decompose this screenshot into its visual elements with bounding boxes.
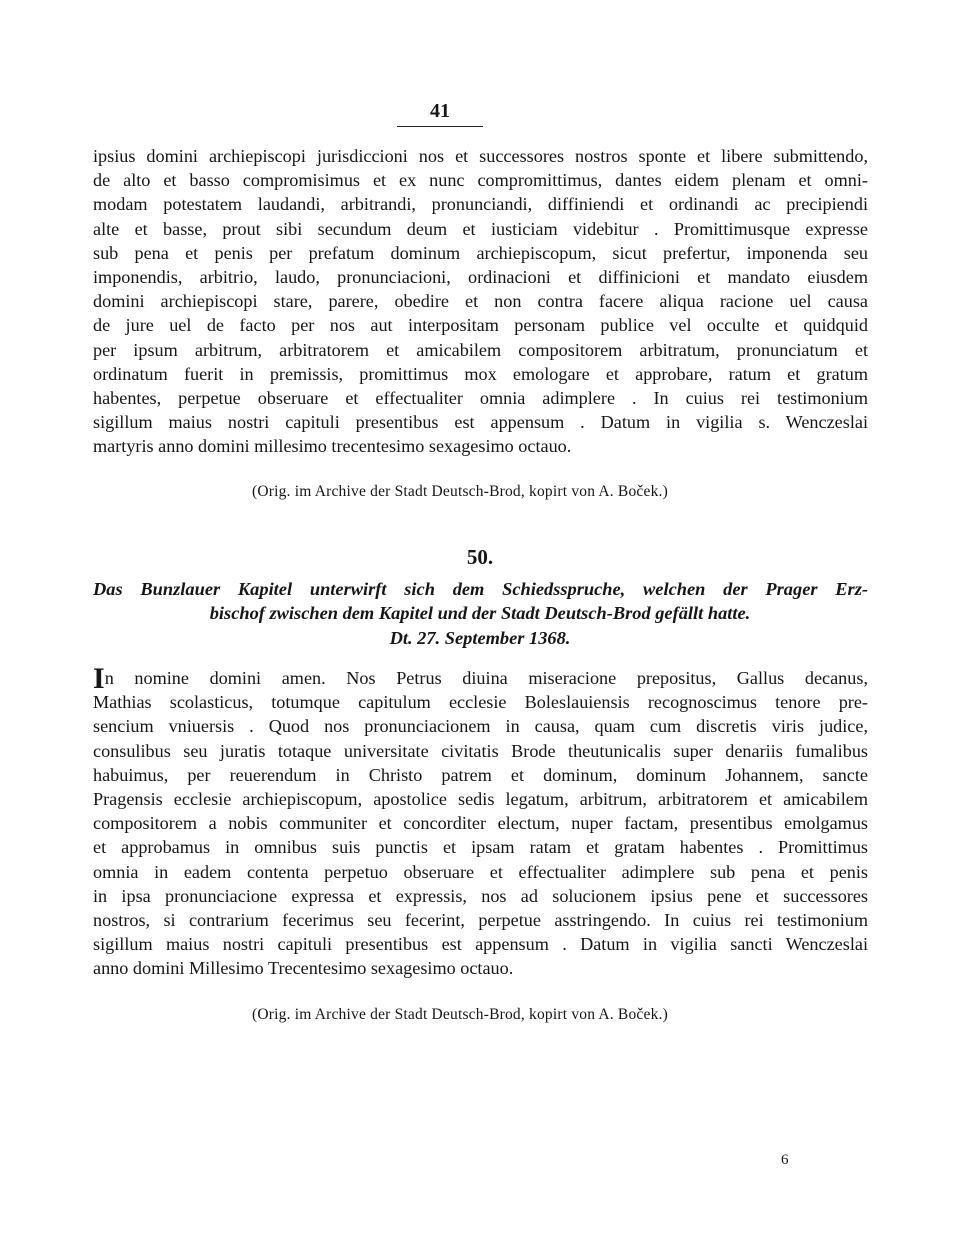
text-line: compositorem a nobis communiter et concorditer electum, nuper factam, presentibus emolgamus	[93, 813, 868, 834]
page-number: 41	[430, 100, 450, 122]
text-line: sigillum maius nostri capituli presentibus est appensum . Datum in vigilia sancti Wenczeslai	[93, 934, 868, 955]
text-line: habuimus, per reuerendum in Christo patrem et dominum, dominum Johannem, sancte	[93, 764, 868, 785]
document-title-line: Das Bunzlauer Kapitel unterwirft sich dem Schiedsspruche, welchen der Prager Erz-	[93, 579, 868, 599]
text-line: ipsius domini archiepiscopi jurisdiccioni nos et successores nostros sponte et libere submittendo,	[93, 146, 868, 166]
first-line-text: n nomine domini amen. Nos Petrus diuina miseracione prepositus, Gallus decanus,	[104, 668, 868, 688]
text-line: imponendis, arbitrio, laudo, pronunciacioni, ordinacioni et diffinicioni et mandato eiusdem	[93, 267, 868, 288]
text-line: habentes, perpetue obseruare et effectualiter omnia adimplere . In cuius rei testimonium	[93, 388, 868, 409]
text-line: sencium vniuersis . Quod nos pronunciacionem in causa, quam cum discretis viris judice,	[93, 716, 868, 737]
text-line: martyris anno domini millesimo trecentesimo sexagesimo octauo.	[93, 436, 572, 457]
text-line: consulibus seu juratis totaque universitate civitatis Brode theutunicalis super denariis fumalibus	[93, 740, 868, 761]
text-line: sub pena et penis per prefatum dominum archiepiscopum, sicut prefertur, imponenda seu	[93, 242, 868, 263]
document-50-body	[93, 662, 868, 981]
document-50-source-note: (Orig. im Archive der Stadt Deutsch-Brod, kopirt von A. Boček.)	[252, 1006, 668, 1023]
sheet-number: 6	[781, 1152, 789, 1168]
drop-cap: I	[93, 662, 105, 695]
text-line: domini archiepiscopi stare, parere, obedire et non contra facere aliqua racione uel causa	[93, 291, 868, 312]
text-line: Mathias scolasticus, totumque capitulum ecclesie Boleslauiensis recognoscimus tenore pre-	[93, 692, 868, 713]
text-line: Pragensis ecclesie archiepiscopum, apostolice sedis legatum, arbitrum, arbitratorem et amicabilem	[93, 789, 868, 810]
text-line: de jure uel de facto per nos aut interpositam personam publice vel occulte et quidquid	[93, 315, 868, 336]
text-line: sigillum maius nostri capituli presentibus est appensum . Datum in vigilia s. Wenczeslai	[93, 412, 868, 433]
text-line: ordinatum fuerit in premissis, promittimus mox emologare et approbare, ratum et gratum	[93, 363, 868, 384]
text-line: alte et basse, prout sibi secundum deum et iusticiam videbitur . Promittimusque expresse	[93, 218, 868, 239]
document-49-body	[93, 144, 868, 459]
document-title-line: bischof zwischen dem Kapitel und der Stadt Deutsch-Brod gefällt hatte.	[209, 603, 751, 623]
document-number: 50.	[466, 545, 494, 569]
header-rule	[397, 126, 483, 127]
document-49-source-note: (Orig. im Archive der Stadt Deutsch-Brod, kopirt von A. Boček.)	[252, 483, 668, 500]
text-line: anno domini Millesimo Trecentesimo sexagesimo octauo.	[93, 958, 514, 979]
text-line	[93, 662, 868, 695]
text-line: nostros, si contrarium fecerimus seu fecerint, perpetue asstringendo. In cuius rei testimonium	[93, 910, 868, 931]
text-line: de alto et basso compromisimus et ex nunc compromittimus, dantes eidem plenam et omni-	[93, 170, 868, 191]
text-line: per ipsum arbitrum, arbitratorem et amicabilem compositorem arbitratum, pronunciatum et	[93, 339, 868, 360]
text-line: modam potestatem laudandi, arbitrandi, pronunciandi, diffiniendi et ordinandi ac precipiendi	[93, 194, 868, 215]
text-line: in ipsa pronunciacione expressa et expressis, nos ad solucionem ipsius pene et successores	[93, 885, 868, 906]
document-date: Dt. 27. September 1368.	[389, 628, 571, 648]
text-line: omnia in eadem contenta perpetuo obseruare et effectualiter adimplere sub pena et penis	[93, 861, 868, 882]
text-line: et approbamus in omnibus suis punctis et ipsam ratam et gratam habentes . Promittimus	[93, 837, 868, 858]
